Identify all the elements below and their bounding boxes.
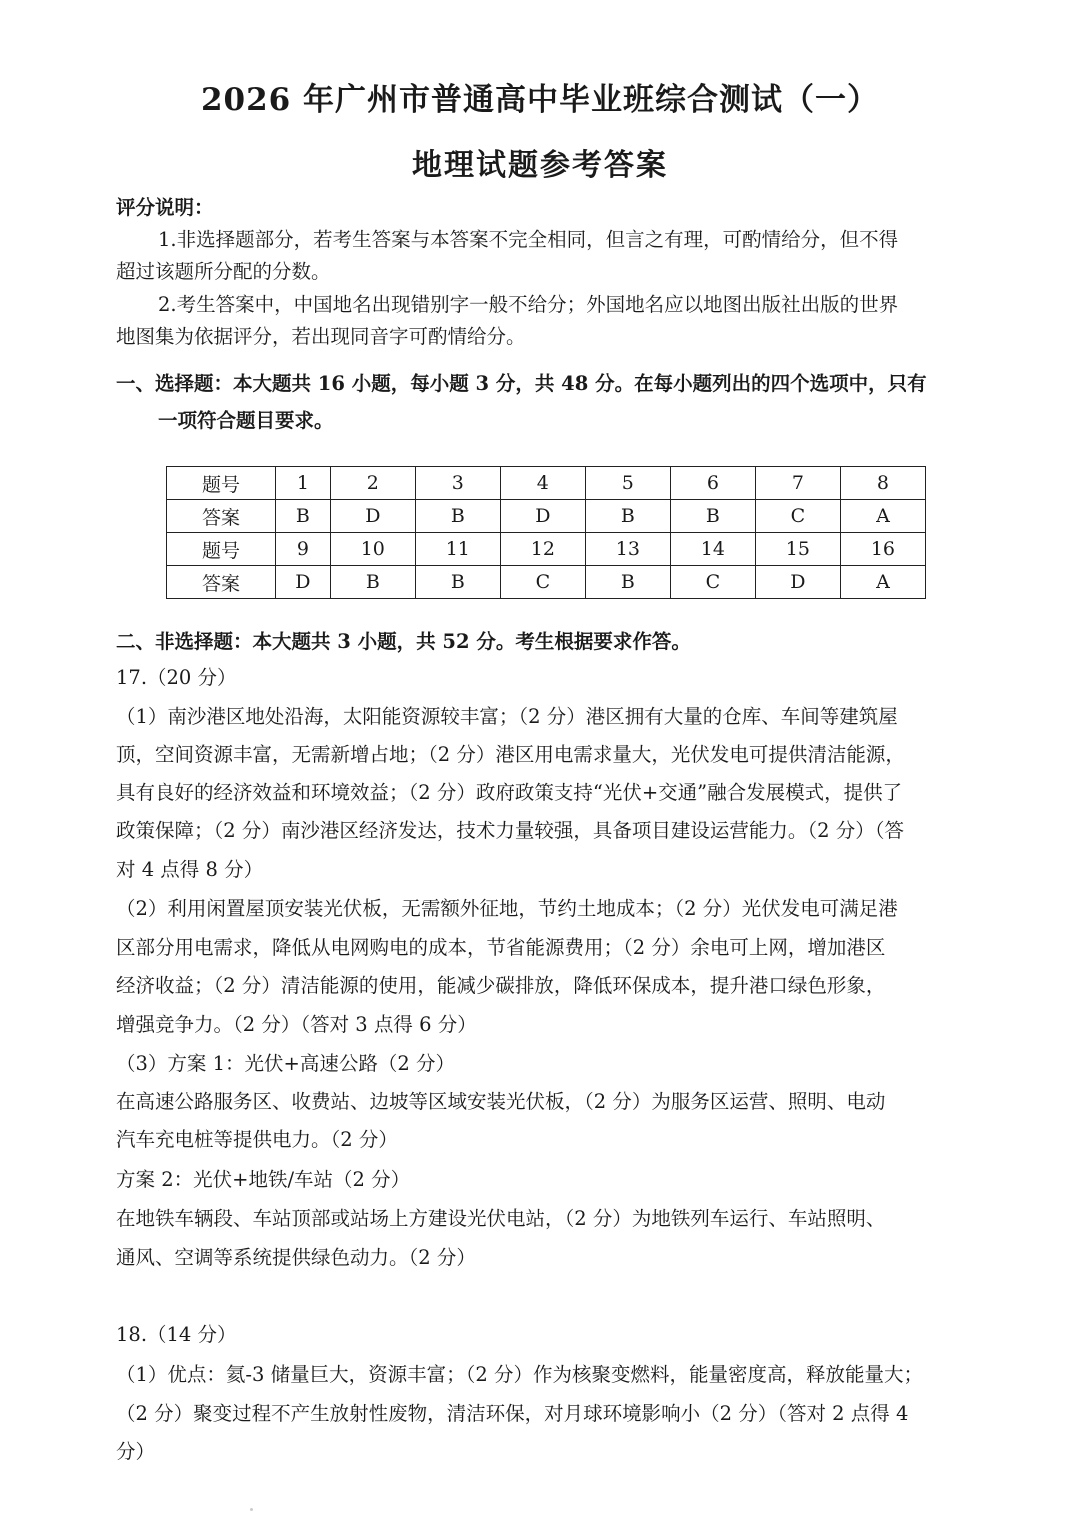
table-row — [167, 500, 926, 533]
table-cell: C — [670, 566, 755, 599]
page-speck — [250, 1508, 253, 1511]
q17-heading: 17.（20 分） — [116, 666, 237, 689]
table-cell: 11 — [415, 533, 500, 566]
section2-heading: 二、非选择题：本大题共 3 小题，共 52 分。考生根据要求作答。 — [116, 630, 691, 653]
table-cell: A — [840, 566, 925, 599]
table-cell: B — [585, 566, 670, 599]
table-cell: 8 — [840, 467, 925, 500]
table-cell: 16 — [840, 533, 925, 566]
q17-p2-line: 增强竞争力。（2 分）（答对 3 点得 6 分） — [116, 1013, 477, 1036]
section1-heading-line-1: 一、选择题：本大题共 16 小题，每小题 3 分，共 48 分。在每小题列出的四个选项中，只有 — [116, 372, 927, 395]
q18-p1-line: （1）优点：氦-3 储量巨大，资源丰富；（2 分）作为核聚变燃料，能量密度高，释放能量大； — [116, 1363, 923, 1386]
table-cell: 2 — [330, 467, 415, 500]
q18-heading: 18.（14 分） — [116, 1323, 237, 1346]
q17-p2-line: 区部分用电需求，降低从电网购电的成本，节省能源费用；（2 分）余电可上网，增加港区 — [116, 936, 886, 959]
table-row — [167, 566, 926, 599]
table-cell: B — [330, 566, 415, 599]
table-cell: 15 — [755, 533, 840, 566]
scoring-note-1-line-1: 1.非选择题部分，若考生答案与本答案不完全相同，但言之有理，可酌情给分，但不得 — [158, 228, 899, 251]
q17-p3-line: 汽车充电桩等提供电力。（2 分） — [116, 1128, 398, 1151]
table-cell: 3 — [415, 467, 500, 500]
section1-heading-line-2: 一项符合题目要求。 — [158, 409, 334, 432]
table-cell: B — [670, 500, 755, 533]
table-cell: 4 — [500, 467, 585, 500]
row-label: 题号 — [167, 533, 276, 566]
q17-p1-line: 具有良好的经济效益和环境效益；（2 分）政府政策支持“光伏+交通”融合发展模式，提供了 — [116, 781, 903, 804]
table-cell: 1 — [276, 467, 331, 500]
table-cell: 7 — [755, 467, 840, 500]
q17-p3-line: 方案 2：光伏+地铁/车站（2 分） — [116, 1168, 411, 1191]
q18-p1-line: （2 分）聚变过程不产生放射性废物，清洁环保，对月球环境影响小（2 分）（答对 2 点得 4 — [116, 1402, 909, 1425]
q17-p2-line: 经济收益；（2 分）清洁能源的使用，能减少碳排放，降低环保成本，提升港口绿色形象， — [116, 974, 886, 997]
q17-p1-line: 对 4 点得 8 分） — [116, 858, 264, 881]
table-cell: D — [330, 500, 415, 533]
table-cell: 9 — [276, 533, 331, 566]
table-cell: D — [276, 566, 331, 599]
table-cell: D — [755, 566, 840, 599]
table-cell: C — [755, 500, 840, 533]
q17-p1-line: （1）南沙港区地处沿海，太阳能资源较丰富；（2 分）港区拥有大量的仓库、车间等建筑屋 — [116, 705, 898, 728]
q17-p3-line: 在高速公路服务区、收费站、边坡等区域安装光伏板，（2 分）为服务区运营、照明、电动 — [116, 1090, 886, 1113]
table-cell: 5 — [585, 467, 670, 500]
table-row — [167, 533, 926, 566]
q17-p3-line: 通风、空调等系统提供绿色动力。（2 分） — [116, 1246, 476, 1269]
table-cell: A — [840, 500, 925, 533]
table-cell: B — [585, 500, 670, 533]
scoring-note-1-line-2: 超过该题所分配的分数。 — [116, 260, 331, 283]
answer-table — [166, 466, 926, 599]
table-cell: C — [500, 566, 585, 599]
table-cell: 10 — [330, 533, 415, 566]
page-subtitle: 地理试题参考答案 — [412, 148, 668, 183]
q17-p1-line: 政策保障；（2 分）南沙港区经济发达，技术力量较强，具备项目建设运营能力。（2 分）（答 — [116, 819, 904, 842]
scoring-notes-heading: 评分说明： — [116, 196, 214, 219]
page-title: 2026 年广州市普通高中毕业班综合测试（一） — [200, 82, 880, 118]
row-label: 答案 — [167, 500, 276, 533]
q17-p2-line: （2）利用闲置屋顶安装光伏板，无需额外征地，节约土地成本；（2 分）光伏发电可满足港 — [116, 897, 898, 920]
scoring-note-2-line-1: 2.考生答案中，中国地名出现错别字一般不给分；外国地名应以地图出版社出版的世界 — [158, 293, 899, 316]
q17-p1-line: 顶，空间资源丰富，无需新增占地；（2 分）港区用电需求量大，光伏发电可提供清洁能源， — [116, 743, 905, 766]
q17-p3-line: 在地铁车辆段、车站顶部或站场上方建设光伏电站，（2 分）为地铁列车运行、车站照明、 — [116, 1207, 886, 1230]
table-cell: 14 — [670, 533, 755, 566]
q18-p1-line: 分） — [116, 1440, 156, 1463]
table-cell: B — [415, 500, 500, 533]
row-label: 答案 — [167, 566, 276, 599]
table-cell: D — [500, 500, 585, 533]
scoring-note-2-line-2: 地图集为依据评分，若出现同音字可酌情给分。 — [116, 325, 526, 348]
q17-p3-line: （3）方案 1：光伏+高速公路（2 分） — [116, 1052, 455, 1075]
table-cell: B — [415, 566, 500, 599]
table-cell: 12 — [500, 533, 585, 566]
table-cell: 6 — [670, 467, 755, 500]
table-cell: B — [276, 500, 331, 533]
table-row — [167, 467, 926, 500]
table-cell: 13 — [585, 533, 670, 566]
row-label: 题号 — [167, 467, 276, 500]
